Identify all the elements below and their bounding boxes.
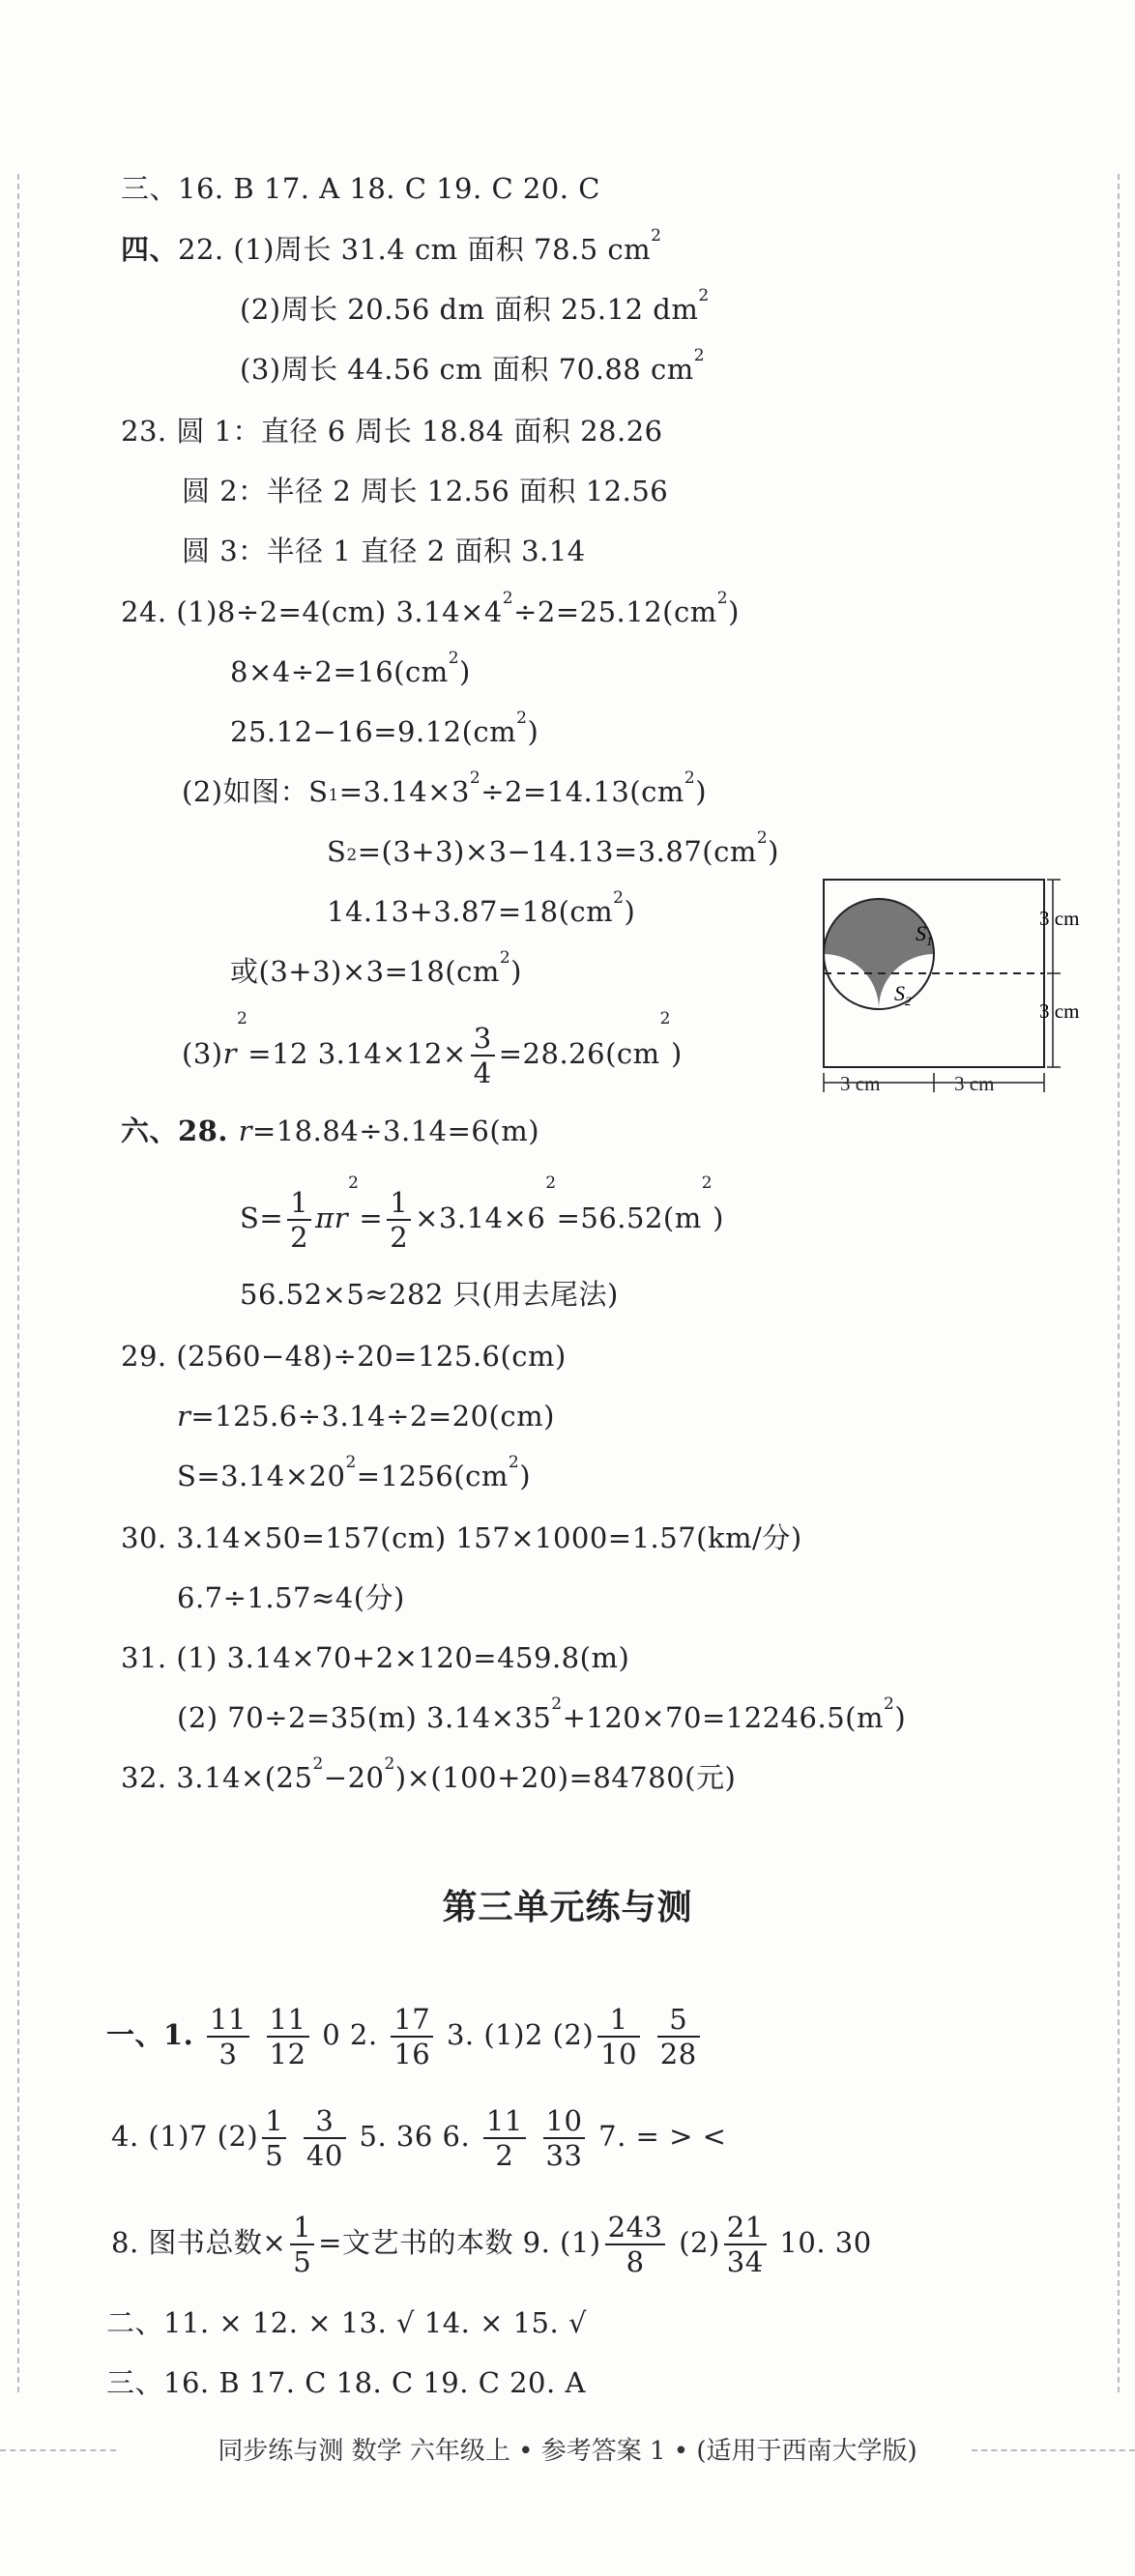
answer-line-22-2: (2)周长 20.56 dm 面积 25.12 $dm^2$	[240, 286, 710, 326]
answer-line-24-1: 24. (1)8÷2=4(cm) $3.14\times 4^2\div 2=25.12(cm^2)$	[121, 589, 740, 628]
semicircle-figure	[819, 875, 1080, 1097]
unit3-line-2: 4. (1)7 (2) $\frac{1}{5}$ $\frac{3}{40}$ 5. 36 6. $\frac{11}{2}$ $\frac{10}{33}$ 7. = > <	[111, 2104, 727, 2172]
figure-label-right-top: 3 cm	[1039, 907, 1080, 930]
figure-label-bottom-right: 3 cm	[954, 1072, 995, 1095]
figure-label-right-bottom: 3 cm	[1039, 999, 1080, 1023]
section-title: 第三单元练与测	[442, 1887, 693, 1927]
answer-line-32: 32. $3.14\times(25^2-20^2)\times(100+20)=84780$(元)	[121, 1754, 737, 1794]
figure-s2-label: $S_2$	[894, 981, 912, 1008]
fraction: $\frac{1}{5}$	[290, 2211, 314, 2278]
page-footer: 同步练与测 数学 六年级上 • 参考答案 1 • (适用于西南大学版)	[218, 2437, 917, 2466]
answer-line-31-2: (2) 70÷2=35(m) $3.14\times 35^2+120\times 70=12246.5(m^2)$	[177, 1694, 907, 1734]
left-dashed-margin	[17, 174, 19, 2392]
figure-label-bottom-left: 3 cm	[840, 1072, 881, 1095]
fraction: $\frac{11}{12}$	[267, 2003, 309, 2070]
unit3-line-1: 一、1. $\frac{11}{3}$ $\frac{11}{12}$ 0 2. $\frac{17}{16}$ 3. (1)2 (2) $\frac{1}{10}$ $\frac{5}{28}$	[106, 1996, 704, 2073]
unit3-line-3: 8. 图书总数× $\frac{1}{5}$ =文艺书的本数 9. (1) $\frac{243}{8}$ (2) $\frac{21}{34}$ 10. 30	[111, 2211, 872, 2278]
answer-line-23-1: 23. 圆 1：直径 6 周长 18.84 面积 28.26	[121, 415, 663, 448]
answer-line-san: 三、16. B 17. A 18. C 19. C 20. C	[121, 172, 600, 205]
answer-line-29-2: r=125.6÷3.14÷2=20(cm)	[177, 1400, 555, 1433]
answer-line-24-4: (2)如图：$S_1=3.14\times 3^2\div 2=14.13(cm^2)$	[182, 768, 708, 808]
answer-line-24-7: 或$(3+3)\times 3=18(cm^2)$	[230, 948, 522, 988]
fraction: $\frac{3}{4}$	[471, 1022, 495, 1089]
figure-s1-label: $S_1$	[916, 921, 933, 948]
answer-line-30-1: 30. 3.14×50=157(cm) 157×1000=1.57(km/分)	[121, 1521, 802, 1554]
right-dashed-margin	[1118, 174, 1120, 2392]
answer-line-22-1: 四、22. (1)周长 31.4 cm 面积 78.5 $cm^2$	[121, 226, 662, 266]
fraction: $\frac{17}{16}$	[391, 2003, 433, 2070]
fraction: $\frac{21}{34}$	[724, 2211, 767, 2278]
fraction: $\frac{1}{5}$	[262, 2104, 286, 2172]
answer-line-24-3: $25.12-16=9.12(cm^2)$	[230, 709, 539, 748]
fraction: $\frac{11}{3}$	[207, 2003, 249, 2070]
unit3-line-4: 二、11. × 12. × 13. √ 14. × 15. √	[106, 2306, 587, 2339]
answer-line-28-3: 56.52×5≈282 只(用去尾法)	[240, 1278, 619, 1311]
answer-line-28-1: 六、28. r=18.84÷3.14=6(m)	[121, 1114, 540, 1147]
answer-line-29-3: $S=3.14\times 20^2=1256(cm^2)$	[177, 1453, 532, 1492]
answer-line-30-2: 6.7÷1.57≈4(分)	[177, 1581, 405, 1614]
fraction: $\frac{5}{28}$	[657, 2003, 700, 2070]
fraction: $\frac{11}{2}$	[483, 2104, 526, 2172]
fraction: $\frac{3}{40}$	[304, 2104, 346, 2172]
answer-line-28-2: S= $\frac{1}{2}$ $\pi r^2=$ $\frac{1}{2}$ $\times 3.14\times 6^2=56.52(m^2)$	[240, 1173, 724, 1254]
answer-line-24-2: $8\times 4\div 2=16(cm^2)$	[230, 649, 471, 688]
fraction: $\frac{243}{8}$	[605, 2211, 666, 2278]
fraction: $\frac{10}{33}$	[543, 2104, 586, 2172]
fraction: $\frac{1}{2}$	[287, 1186, 311, 1254]
answer-line-22-3: (3)周长 44.56 cm 面积 70.88 $cm^2$	[240, 346, 706, 386]
fraction: $\frac{1}{10}$	[597, 2003, 640, 2070]
answer-line-24-6: $14.13+3.87=18(cm^2)$	[327, 888, 636, 928]
fraction: $\frac{1}{2}$	[387, 1186, 411, 1254]
answer-line-23-2: 圆 2：半径 2 周长 12.56 面积 12.56	[182, 475, 669, 507]
answer-line-24-5: $S_2=(3+3)\times 3-14.13=3.87(cm^2)$	[327, 828, 779, 868]
answer-line-23-3: 圆 3：半径 1 直径 2 面积 3.14	[182, 535, 586, 567]
unit3-line-5: 三、16. B 17. C 18. C 19. C 20. A	[106, 2366, 586, 2399]
answer-line-29-1: 29. (2560−48)÷20=125.6(cm)	[121, 1340, 567, 1373]
answer-line-31-1: 31. (1) 3.14×70+2×120=459.8(m)	[121, 1641, 630, 1674]
answer-line-24-8: $(3)r^2=12$ 3.14×12× $\frac{3}{4}$ $=28.26(cm^2)$	[182, 1009, 683, 1089]
